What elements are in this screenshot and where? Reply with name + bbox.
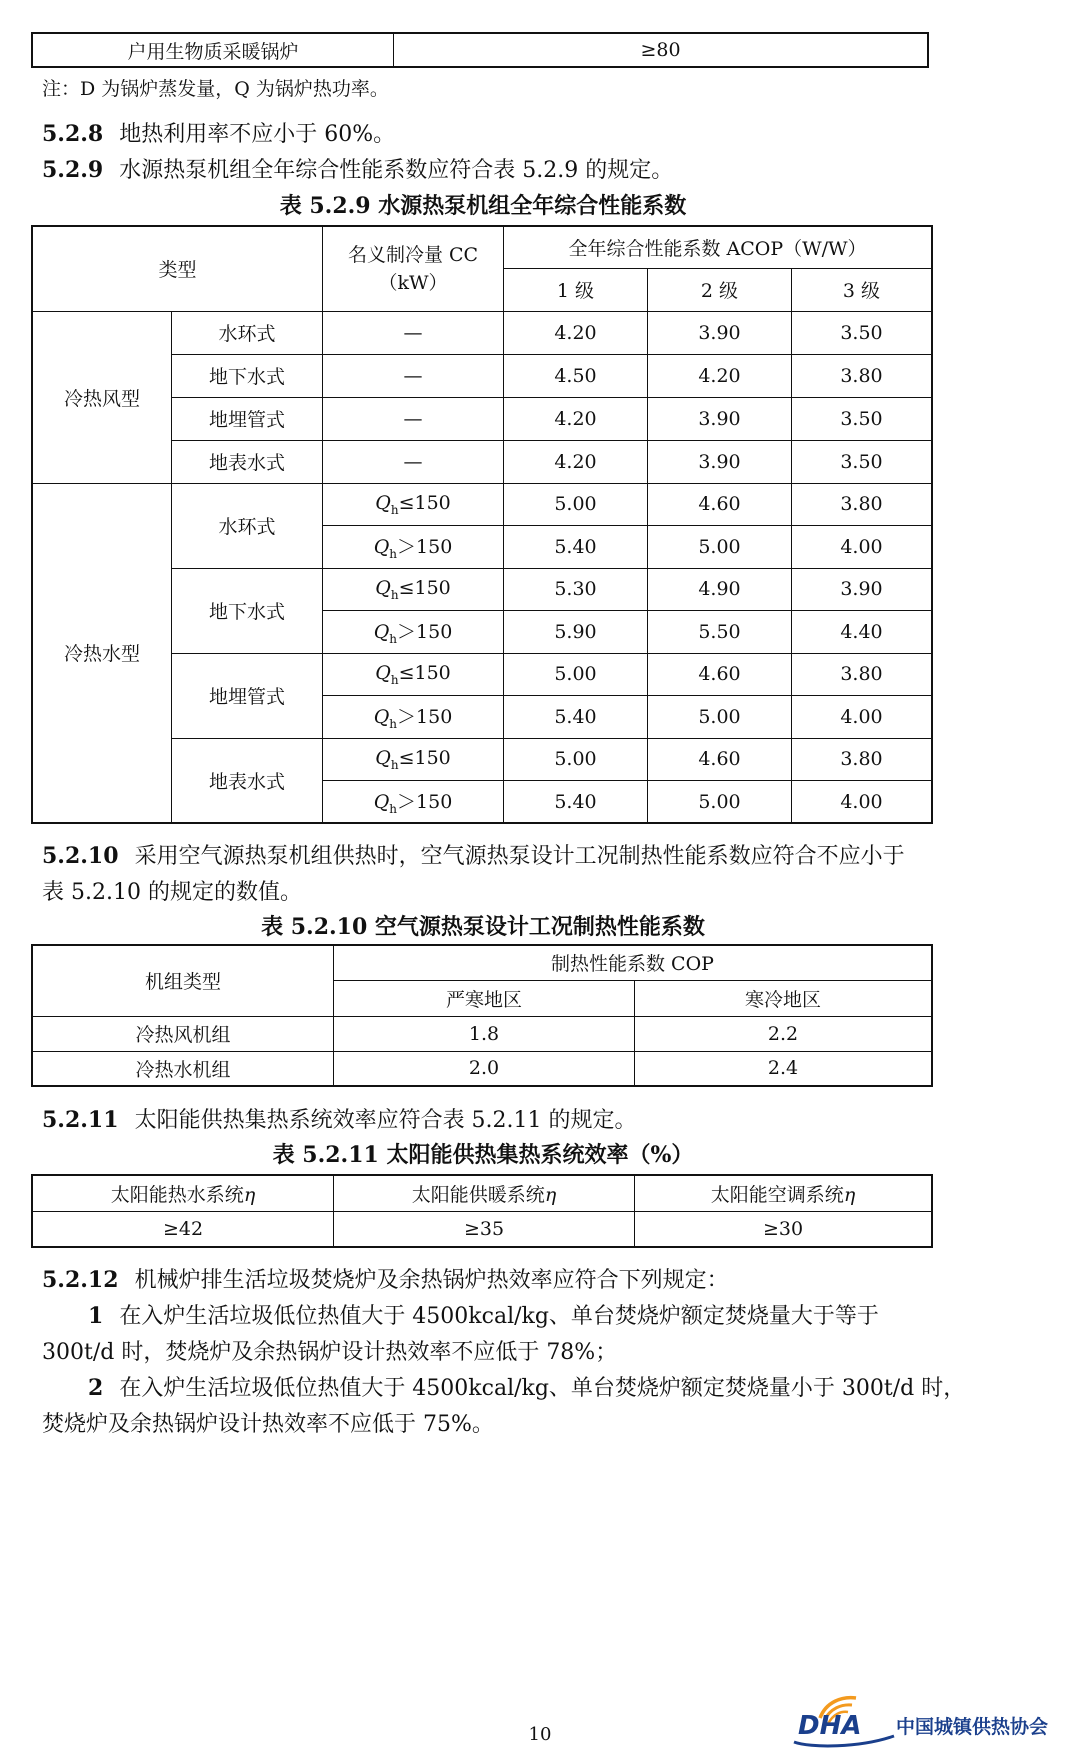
- header-severe-cold: 严寒地区: [334, 980, 635, 1016]
- q-subscript: h: [390, 502, 399, 517]
- subtype-cell: 地下水式: [172, 568, 323, 653]
- unit-type-cell: 冷热风机组: [32, 1016, 334, 1051]
- page-number: 10: [528, 1724, 552, 1745]
- acop-value-cell: 4.00: [792, 696, 933, 739]
- acop-value-cell: 3.80: [792, 483, 933, 526]
- cc-cell: —: [323, 311, 504, 354]
- clause-text: 机械炉排生活垃圾焚烧炉及余热锅炉热效率应符合下列规定：: [134, 1268, 729, 1293]
- q-subscript: h: [390, 757, 399, 772]
- group-air-cell: 冷热风型: [32, 311, 172, 483]
- acop-value-cell: 4.20: [504, 440, 648, 483]
- subtype-cell: 地表水式: [172, 440, 323, 483]
- eta-symbol: η: [544, 1183, 557, 1206]
- subtype-cell: 水环式: [172, 311, 323, 354]
- header-cold: 寒冷地区: [635, 980, 933, 1016]
- clause-5-2-10: [42, 839, 905, 870]
- acop-value-cell: 4.60: [648, 483, 792, 526]
- header-label: 太阳能供暖系统: [411, 1183, 545, 1206]
- solar-cooling-value: ≥30: [635, 1211, 933, 1247]
- acop-value-cell: 4.60: [648, 653, 792, 696]
- clause-text: 采用空气源热泵机组供热时，空气源热泵设计工况制热性能系数应符合不应小于: [134, 844, 905, 869]
- capacity-condition-cell: [323, 526, 504, 569]
- q-symbol: Q: [373, 621, 390, 644]
- acop-value-cell: 5.00: [504, 483, 648, 526]
- clause-text: 地热利用率不应小于 60%。: [119, 122, 396, 147]
- q-symbol: Q: [375, 661, 391, 684]
- cc-cell: —: [323, 354, 504, 397]
- condition-text: ＞150: [397, 536, 453, 559]
- eta-symbol: η: [243, 1183, 256, 1206]
- subtype-cell: 地表水式: [172, 738, 323, 823]
- table-5-2-11-caption: 表 5.2.11 太阳能供热集热系统效率（%）: [272, 1142, 694, 1168]
- condition-text: ＞150: [397, 621, 453, 644]
- capacity-condition-cell: [323, 738, 504, 781]
- clause-5-2-11: [42, 1103, 637, 1134]
- subtype-cell: 水环式: [172, 483, 323, 568]
- capacity-condition-cell: [323, 781, 504, 824]
- acop-value-cell: 4.50: [504, 354, 648, 397]
- q-subscript: h: [389, 717, 398, 732]
- q-subscript: h: [390, 672, 399, 687]
- clause-text: 太阳能供热集热系统效率应符合表 5.2.11 的规定。: [134, 1108, 637, 1133]
- acop-value-cell: 3.50: [792, 440, 933, 483]
- header-grade-2: 2 级: [648, 268, 792, 311]
- condition-text: ≤150: [398, 491, 451, 514]
- acop-value-cell: 4.90: [648, 568, 792, 611]
- header-grade-3: 3 级: [792, 268, 933, 311]
- acop-value-cell: 5.00: [504, 738, 648, 781]
- acop-value-cell: 5.40: [504, 526, 648, 569]
- cold-value-cell: 2.4: [635, 1051, 933, 1086]
- cold-value-cell: 2.2: [635, 1016, 933, 1051]
- capacity-condition-cell: [323, 568, 504, 611]
- q-symbol: Q: [375, 491, 391, 514]
- q-symbol: Q: [375, 746, 391, 769]
- subtype-cell: 地下水式: [172, 354, 323, 397]
- eta-symbol: η: [843, 1183, 856, 1206]
- header-solar-heating: [334, 1175, 635, 1211]
- acop-value-cell: 3.90: [648, 397, 792, 440]
- q-symbol: Q: [375, 576, 391, 599]
- condition-text: ≤150: [398, 576, 451, 599]
- acop-value-cell: 5.00: [648, 696, 792, 739]
- unit-type-cell: 冷热水机组: [32, 1051, 334, 1086]
- table-5-2-10-caption: 表 5.2.10 空气源热泵设计工况制热性能系数: [261, 914, 705, 940]
- acop-value-cell: 3.80: [792, 738, 933, 781]
- acop-value-cell: 5.00: [648, 526, 792, 569]
- clause-5-2-12-item-2-cont: 焚烧炉及余热锅炉设计热效率不应低于 75%。: [42, 1412, 494, 1437]
- acop-value-cell: 4.00: [792, 526, 933, 569]
- clause-5-2-8: [42, 117, 395, 148]
- acop-value-cell: 5.40: [504, 781, 648, 824]
- solar-hot-water-value: ≥42: [32, 1211, 334, 1247]
- clause-number: 5.2.11: [42, 1107, 119, 1133]
- header-cc-line2: （kW）: [378, 271, 448, 294]
- clause-text: 水源热泵机组全年综合性能系数应符合表 5.2.9 的规定。: [119, 158, 674, 183]
- header-cop: 制热性能系数 COP: [334, 945, 933, 980]
- clause-number: 5.2.8: [42, 121, 104, 147]
- cc-cell: —: [323, 440, 504, 483]
- severe-value-cell: 2.0: [334, 1051, 635, 1086]
- acop-value-cell: 5.00: [648, 781, 792, 824]
- table-5-2-9-caption: 表 5.2.9 水源热泵机组全年综合性能系数: [279, 193, 687, 219]
- acop-value-cell: 4.20: [648, 354, 792, 397]
- group-water-cell: 冷热水型: [32, 483, 172, 823]
- acop-value-cell: 4.60: [648, 738, 792, 781]
- header-solar-cooling: [635, 1175, 933, 1211]
- acop-value-cell: 5.50: [648, 611, 792, 654]
- acop-value-cell: 5.00: [504, 653, 648, 696]
- condition-text: ≤150: [398, 661, 451, 684]
- acop-value-cell: 5.40: [504, 696, 648, 739]
- condition-text: ＞150: [397, 706, 453, 729]
- table-5-2-10: [31, 944, 933, 1087]
- clause-5-2-12: [42, 1263, 729, 1294]
- acop-value-cell: 3.80: [792, 653, 933, 696]
- clause-5-2-12-item-2: [88, 1371, 965, 1402]
- clause-5-2-12-item-1-cont: 300t/d 时，焚烧炉及余热锅炉设计热效率不应低于 78%；: [42, 1340, 618, 1365]
- q-symbol: Q: [373, 791, 390, 814]
- table-5-2-11: [31, 1174, 933, 1248]
- acop-value-cell: 4.20: [504, 397, 648, 440]
- condition-text: ≤150: [398, 746, 451, 769]
- acop-value-cell: 3.90: [648, 440, 792, 483]
- boiler-type-cell: 户用生物质采暖锅炉: [32, 33, 394, 67]
- severe-value-cell: 1.8: [334, 1016, 635, 1051]
- header-label: 太阳能空调系统: [710, 1183, 844, 1206]
- capacity-condition-cell: [323, 611, 504, 654]
- org-name: 中国城镇供热协会: [896, 1716, 1049, 1738]
- header-unit-type: 机组类型: [32, 945, 334, 1016]
- clause-number: 5.2.12: [42, 1267, 119, 1293]
- acop-value-cell: 3.50: [792, 311, 933, 354]
- subtype-cell: 地埋管式: [172, 397, 323, 440]
- table-row: [32, 483, 932, 526]
- item-text: 在入炉生活垃圾低位热值大于 4500kcal/kg、单台焚烧炉额定焚烧量小于 300t/d 时，: [119, 1376, 966, 1401]
- q-subscript: h: [389, 801, 398, 816]
- acop-value-cell: 3.90: [792, 568, 933, 611]
- acop-value-cell: 4.00: [792, 781, 933, 824]
- acop-value-cell: 3.50: [792, 397, 933, 440]
- table-note: 注：D 为锅炉蒸发量，Q 为锅炉热功率。: [42, 78, 389, 100]
- q-symbol: Q: [373, 706, 390, 729]
- acop-value-cell: 5.30: [504, 568, 648, 611]
- header-acop: 全年综合性能系数 ACOP（W/W）: [504, 226, 933, 268]
- table-row: [32, 311, 932, 354]
- item-text: 在入炉生活垃圾低位热值大于 4500kcal/kg、单台焚烧炉额定焚烧量大于等于: [119, 1304, 879, 1329]
- acop-value-cell: 3.90: [648, 311, 792, 354]
- item-number: 1: [88, 1303, 104, 1329]
- item-number: 2: [88, 1375, 104, 1401]
- acop-value-cell: 4.20: [504, 311, 648, 354]
- boiler-value-cell: ≥80: [394, 33, 929, 67]
- clause-5-2-10-cont: 表 5.2.10 的规定的数值。: [42, 880, 302, 905]
- acop-value-cell: 3.80: [792, 354, 933, 397]
- clause-number: 5.2.10: [42, 843, 119, 869]
- q-subscript: h: [390, 587, 399, 602]
- header-cc-line1: 名义制冷量 CC: [347, 243, 479, 266]
- clause-number: 5.2.9: [42, 157, 104, 183]
- q-subscript: h: [389, 547, 398, 562]
- header-type: 类型: [32, 226, 323, 311]
- acop-value-cell: 5.90: [504, 611, 648, 654]
- boiler-table-tail: [31, 32, 929, 68]
- header-solar-hot-water: [32, 1175, 334, 1211]
- header-label: 太阳能热水系统: [110, 1183, 244, 1206]
- table-5-2-9: [31, 225, 933, 824]
- cc-cell: —: [323, 397, 504, 440]
- q-symbol: Q: [373, 536, 390, 559]
- header-grade-1: 1 级: [504, 268, 648, 311]
- clause-5-2-9: [42, 153, 673, 184]
- condition-text: ＞150: [397, 791, 453, 814]
- capacity-condition-cell: [323, 696, 504, 739]
- dha-mark: DHA: [798, 1711, 862, 1741]
- q-subscript: h: [389, 632, 398, 647]
- capacity-condition-cell: [323, 653, 504, 696]
- capacity-condition-cell: [323, 483, 504, 526]
- clause-5-2-12-item-1: [88, 1299, 879, 1330]
- header-cc: [323, 226, 504, 311]
- subtype-cell: 地埋管式: [172, 653, 323, 738]
- acop-value-cell: 4.40: [792, 611, 933, 654]
- solar-heating-value: ≥35: [334, 1211, 635, 1247]
